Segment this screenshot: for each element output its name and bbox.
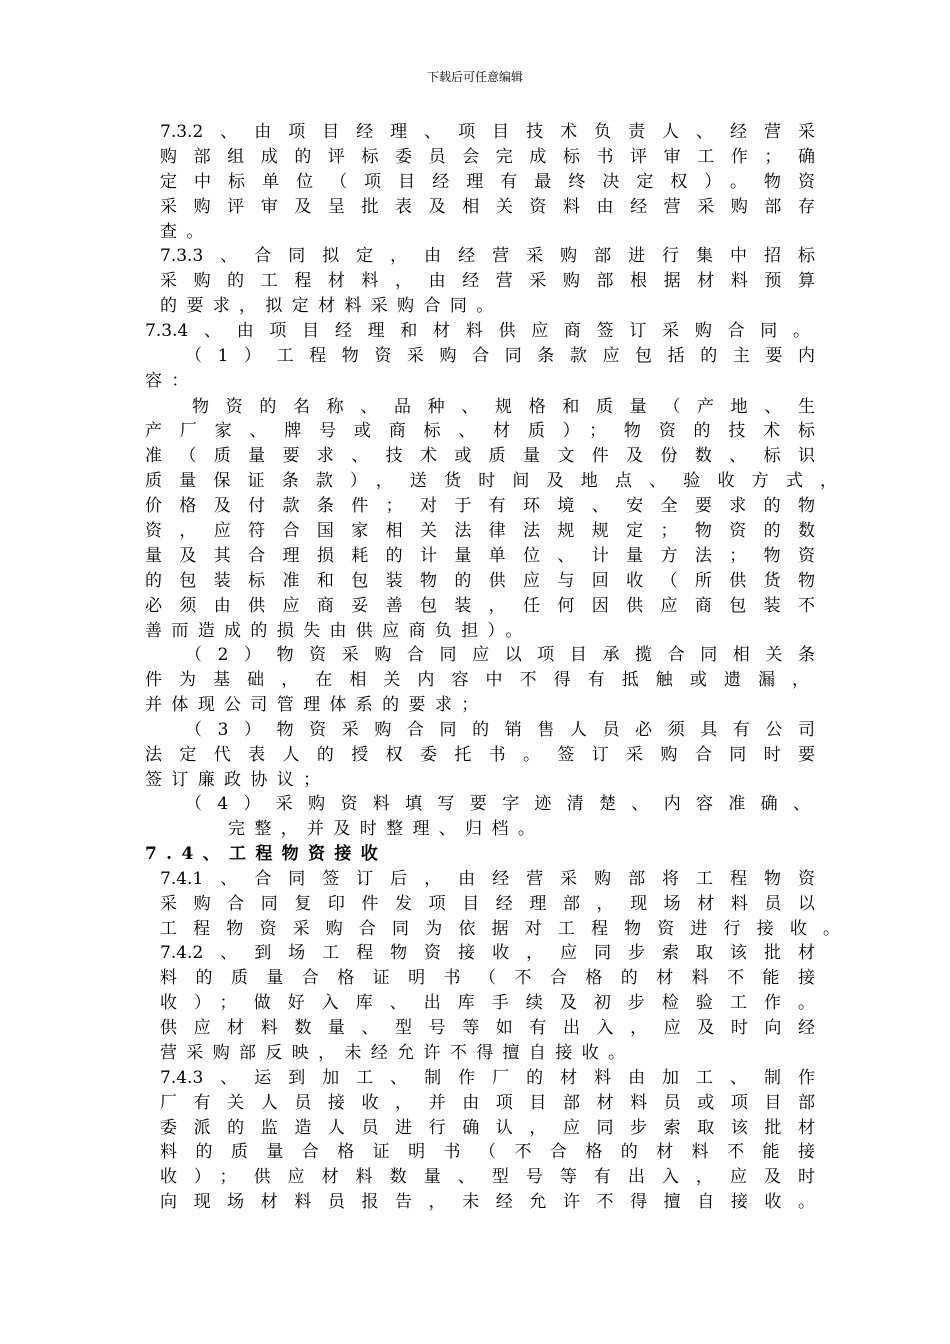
text-line: 料的质量合格证明书（不合格的材料不能接 [160,968,815,988]
text-line: 采购的工程材料，由经营采购部根据材料预算 [160,271,815,291]
text-line: 物资的名称、品种、规格和质量（产地、生 [192,397,815,417]
text-line: 完整，并及时整理、归档。 [228,819,545,839]
text-line: 7.4.1、合同签订后，由经营采购部将工程物资 [160,869,815,889]
text-line: 善而造成的损失由供应商负担）。 [145,621,532,641]
text-line: （4）采购资料填写要字迹清楚、内容准确、 [185,794,810,814]
text-line: 营采购部反映，未经允许不得擅自接收。 [160,1043,635,1063]
text-line: 收）；做好入库、出库手续及初步检验工作。 [160,993,815,1013]
text-line: 工程物资采购合同为依据对工程物资进行接收。 [160,919,840,939]
text-line: 准（质量要求、技术或质量文件及份数、标识 [145,446,815,466]
text-line: 签订廉政协议； [145,770,330,790]
text-line: 价格及付款条件；对于有环境、安全要求的物 [145,496,815,516]
text-line: 购部组成的评标委员会完成标书评审工作；确 [160,147,815,167]
text-line: 质量保证条款），送货时间及地点、验收方式， [145,471,837,491]
text-line: 料的质量合格证明书（不合格的材料不能接 [160,1142,815,1162]
text-line: 量及其合理损耗的计量单位、计量方法；物资 [145,546,815,566]
text-line: 7.3.4、由项目经理和材料供应商签订采购合同。 [145,321,810,341]
text-line: 定中标单位（项目经理有最终决定权）。物资 [160,172,815,192]
text-line: 并体现公司管理体系的要求； [145,695,488,715]
text-line: 的要求，拟定材料采购合同。 [160,296,503,316]
section-heading: 7.4、工程物资接收 [145,844,388,864]
text-line: 采购合同复印件发项目经理部，现场材料员以 [160,894,815,914]
text-line: 查。 [160,222,213,242]
text-line: 必须由供应商妥善包装，任何因供应商包装不 [145,596,815,616]
text-line: （1）工程物资采购合同条款应包括的主要内 [185,346,815,366]
text-line: 委派的监造人员进行确认，应同步索取该批材 [160,1118,815,1138]
text-line: 7.3.3、合同拟定，由经营采购部进行集中招标 [160,246,815,266]
text-line: 供应材料数量、型号等如有出入，应及时向经 [160,1018,815,1038]
text-line: 采购评审及呈批表及相关资料由经营采购部存 [160,197,815,217]
text-line: 产厂家、牌号或商标、材质）；物资的技术标 [145,421,815,441]
page-header: 下载后可任意编辑 [426,70,523,84]
text-line: （2）物资采购合同应以项目承揽合同相关条 [185,645,815,665]
text-line: 的包装标准和包装物的供应与回收（所供货物 [145,571,815,591]
text-line: 7.4.2、到场工程物资接收，应同步索取该批材 [160,943,815,963]
text-line: 件为基础，在相关内容中不得有抵触或遗漏， [145,670,809,690]
text-line: 收）；供应材料数量、型号等有出入，应及时 [160,1167,815,1187]
text-line: 容： [145,371,198,391]
text-line: 7.3.2、由项目经理、项目技术负责人、经营采 [160,122,815,142]
text-line: 法定代表人的授权委托书。签订采购合同时要 [145,745,815,765]
text-line: （3）物资采购合同的销售人员必须具有公司 [185,720,815,740]
text-line: 向现场材料员报告，未经允许不得擅自接收。 [160,1192,815,1212]
text-line: 7.4.3、运到加工、制作厂的材料由加工、制作 [160,1068,815,1088]
text-line: 资，应符合国家相关法律法规规定；物资的数 [145,521,815,541]
text-line: 厂有关人员接收，并由项目部材料员或项目部 [160,1093,815,1113]
